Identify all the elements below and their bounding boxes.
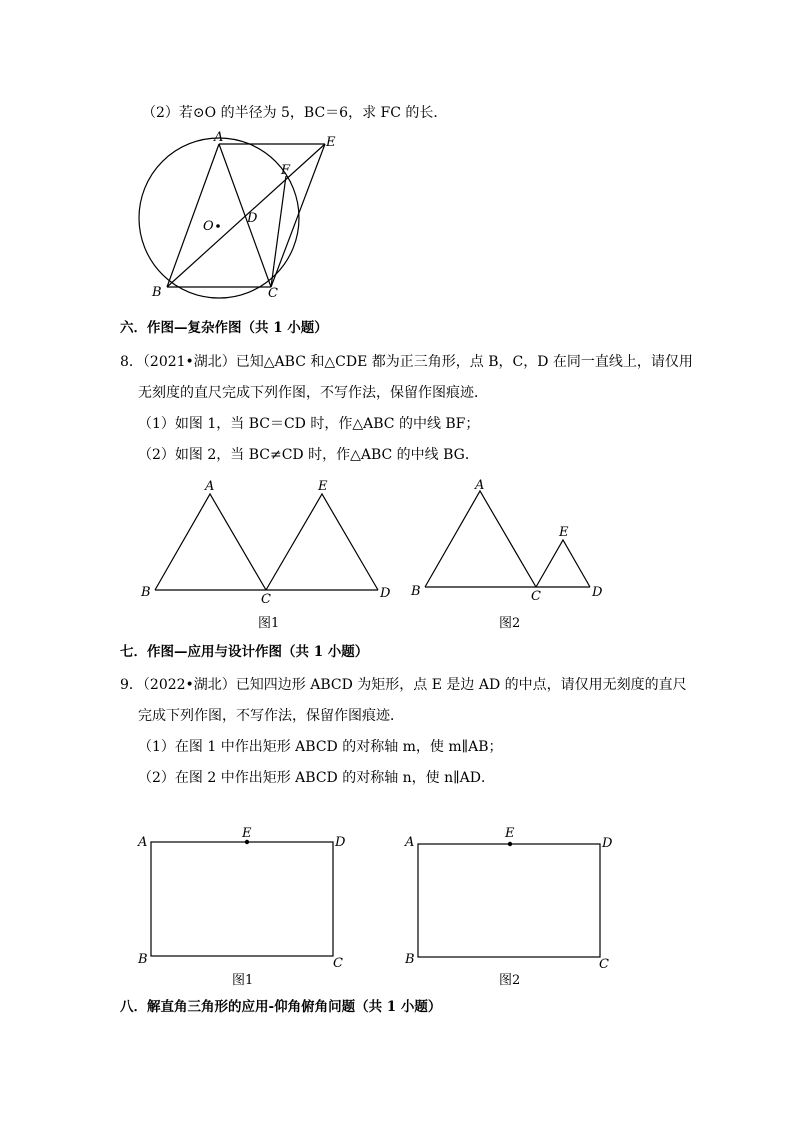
question-9-line-2: 完成下列作图，不写作法，保留作图痕迹．: [138, 708, 404, 724]
fig8-1-label-c: C: [261, 592, 271, 607]
question-9-part-1: （1）在图 1 中作出矩形 ABCD 的对称轴 m，使 m∥AB；: [138, 739, 503, 755]
center-point-o: [216, 224, 220, 228]
triangle-abc: [155, 494, 266, 590]
label-b: B: [152, 285, 162, 300]
section-6-heading: 六．作图—复杂作图（共 1 小题）: [120, 320, 328, 336]
label-f: F: [281, 163, 291, 178]
segment-fc: [271, 176, 286, 287]
fig8-1-label-a: A: [205, 479, 215, 494]
label-a: A: [214, 130, 224, 145]
fig8-2-label-a: A: [475, 478, 485, 493]
fig8-1-caption: 图1: [258, 616, 280, 631]
fig9-1-label-a: A: [138, 835, 148, 850]
question-9-part-2: （2）在图 2 中作出矩形 ABCD 的对称轴 n，使 n∥AD．: [138, 770, 495, 786]
fig9-2-midpoint-e: [508, 842, 512, 846]
fig9-2-label-d: D: [602, 836, 613, 851]
triangle-cde-2: [536, 540, 590, 587]
segment-be: [167, 144, 325, 287]
fig8-2-label-c: C: [531, 589, 541, 604]
fig8-2-label-e: E: [559, 525, 569, 540]
fig9-2-label-e: E: [505, 826, 515, 841]
fig9-1-label-c: C: [333, 956, 343, 971]
section-8-heading: 八．解直角三角形的应用-仰角俯角问题（共 1 小题）: [120, 999, 442, 1015]
figure-8-1-triangles: [155, 494, 378, 590]
fig9-2-rectangle-abcd: [418, 844, 600, 957]
fig9-1-label-d: D: [335, 835, 346, 850]
fig8-1-label-b: B: [141, 585, 151, 600]
fig9-1-label-b: B: [138, 952, 148, 967]
segment-ac: [219, 144, 271, 287]
triangle-cde: [266, 494, 378, 590]
fig8-2-caption: 图2: [499, 616, 521, 631]
fig9-2-caption: 图2: [499, 973, 521, 988]
circle-o: [139, 138, 299, 298]
question-8-part-1: （1）如图 1，当 BC＝CD 时，作△ABC 的中线 BF；: [138, 416, 480, 432]
fig9-1-rectangle-abcd: [151, 842, 333, 956]
section-7-heading: 七．作图—应用与设计作图（共 1 小题）: [120, 644, 369, 660]
fig9-2-label-c: C: [599, 957, 609, 972]
question-8-line-2: 无刻度的直尺完成下列作图，不写作法，保留作图痕迹．: [138, 385, 488, 401]
fig8-1-label-d: D: [380, 586, 391, 601]
fig9-1-caption: 图1: [232, 973, 254, 988]
fig8-2-label-d: D: [592, 585, 603, 600]
label-d: D: [247, 211, 258, 226]
label-o: O: [203, 219, 214, 234]
label-c: C: [268, 286, 278, 301]
segment-ab: [167, 144, 219, 287]
figure-circle-triangle: [139, 138, 325, 298]
fig9-2-label-b: B: [405, 952, 415, 967]
fig8-2-label-b: B: [411, 584, 421, 599]
fig8-1-label-e: E: [318, 479, 328, 494]
fig9-1-label-e: E: [242, 826, 252, 841]
question-7-part-2: （2）若⊙O 的半径为 5，BC＝6，求 FC 的长．: [142, 105, 448, 121]
question-8-part-2: （2）如图 2，当 BC≠CD 时，作△ABC 的中线 BG．: [138, 447, 479, 463]
label-e: E: [326, 135, 336, 150]
triangle-abc-2: [425, 491, 536, 587]
fig9-2-label-a: A: [405, 835, 415, 850]
question-9-line-1: 9．（2022•湖北）已知四边形 ABCD 为矩形，点 E 是边 AD 的中点，请仅用无刻度的直尺: [120, 677, 687, 693]
question-8-line-1: 8．（2021•湖北）已知△ABC 和△CDE 都为正三角形，点 B，C，D 在同一直线上，请仅用: [120, 354, 693, 370]
